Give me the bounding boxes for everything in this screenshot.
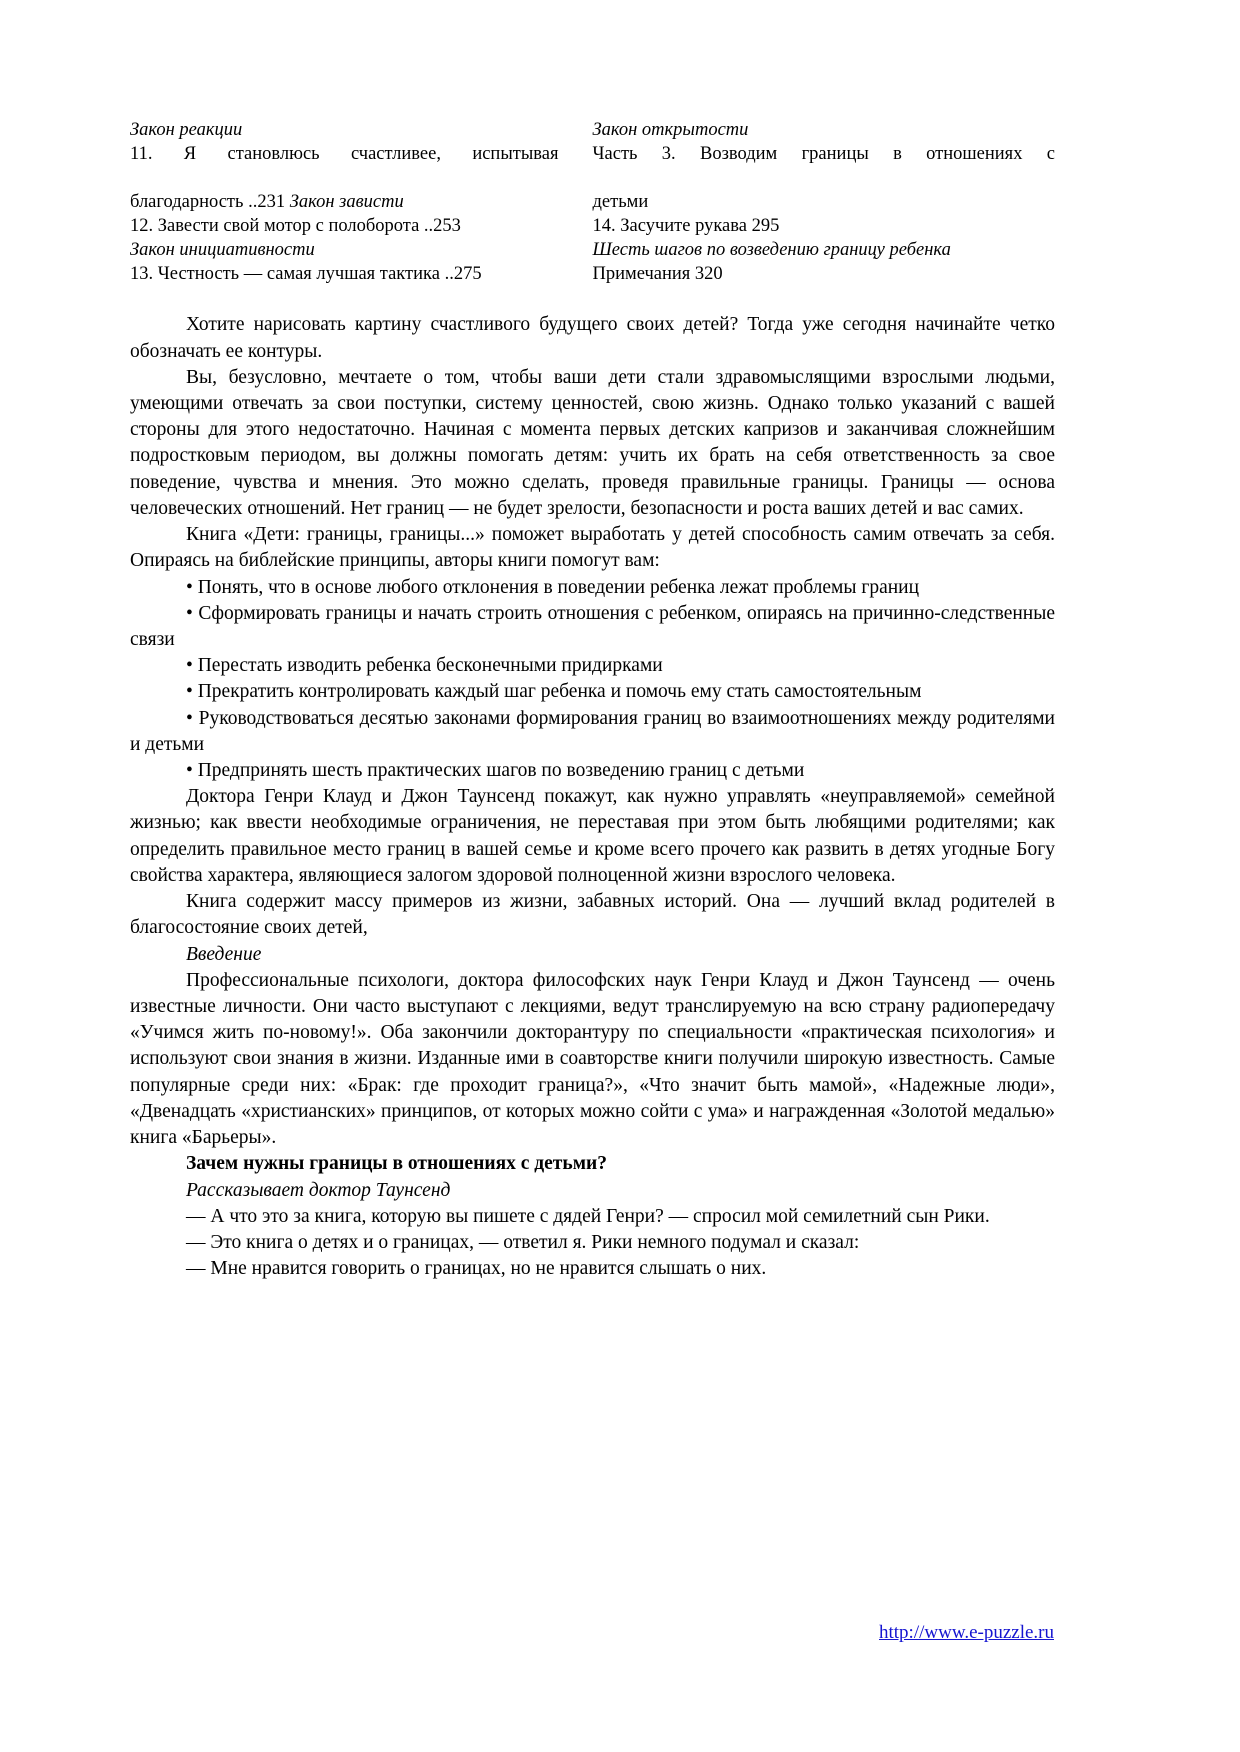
dialog-line: — Мне нравится говорить о границах, но не нравится слышать о них. (186, 1258, 767, 1280)
table-of-contents (130, 118, 1055, 286)
toc-left-column (130, 118, 593, 286)
toc-entry-law-initiative: Закон инициативности (130, 240, 315, 261)
document-body (130, 312, 1055, 1282)
dialog-line: — А что это за книга, которую вы пишете с дядей Генри? — спросил мой семилетний сын Рики. (186, 1205, 990, 1227)
list-item: • Сформировать границы и начать строить отношения с ребенком, опираясь на причинно-следственные связи (130, 602, 1055, 650)
paragraph-grown-children: Вы, безусловно, мечтаете о том, чтобы ваши дети стали здравомыслящими взрослыми людьми, умеющими отвечать за свои поступки, систему ценностей, свою жизнь. Однако только указаний с вашей стороны для этого недостаточно. Начиная с момента первых детских капризов и заканчивая сложнейшим подростковым периодом, вы должны помогать детям: учить их брать на себя ответственность за свое поведение, чувства и мнения. Это можно сделать, проведя правильные границы. Границы — основа человеческих отношений. Нет границ — не будет зрелости, безопасности и роста ваших детей и вас самих. (130, 366, 1055, 519)
list-item: • Руководствоваться десятью законами формирования границ во взаимоотношениях между родителями и детьми (130, 707, 1055, 755)
toc-entry-11-tail: благодарность ..231 (130, 192, 290, 213)
list-item: • Прекратить контролировать каждый шаг ребенка и помочь ему стать самостоятельным (186, 681, 922, 703)
list-item: • Предпринять шесть практических шагов по возведению границ с детьми (186, 760, 805, 782)
toc-entry-14: 14. Засучите рукава 295 (592, 216, 780, 237)
toc-right-column (593, 118, 1056, 286)
toc-entry-part3: Часть 3. Возводим границы в отношениях с (592, 144, 1055, 165)
paragraph-authors: Доктора Генри Клауд и Джон Таунсенд покажут, как нужно управлять «неуправляемой» семейной жизнью; как ввести необходимые ограничения, не переставая при этом быть любящими родителями; как определить правильное место границ в вашей семье и кроме всего прочего как развить в детях угодные Богу свойства характера, являющиеся залогом здоровой полноценной жизни взрослого человека. (130, 786, 1055, 886)
section-subheading: Рассказывает доктор Таунсенд (186, 1179, 451, 1201)
section-heading: Зачем нужны границы в отношениях с детьми? (186, 1153, 607, 1175)
paragraph-future-picture: Хотите нарисовать картину счастливого будущего своих детей? Тогда уже сегодня начинайте четко обозначать ее контуры. (130, 314, 1055, 362)
paragraph-book-contribution: Книга содержит массу примеров из жизни, забавных историй. Она — лучший вклад родителей в благосостояние своих детей, (130, 891, 1055, 939)
toc-entry-12: 12. Завести свой мотор с полоборота ..253 (130, 216, 461, 237)
dialog-line: — Это книга о детях и о границах, — ответил я. Рики немного подумал и сказал: (186, 1231, 860, 1253)
toc-entry-part3-cont: детьми (592, 192, 649, 213)
footer-website-link[interactable]: http://www.e-puzzle.ru (879, 1622, 1054, 1643)
toc-entry-11: 11. Я становлюсь счастливее, испытывая (130, 144, 559, 165)
toc-entry-13: 13. Честность — самая лучшая тактика ..275 (130, 264, 482, 285)
toc-entry-law-openness: Закон открытости (592, 120, 749, 140)
paragraph-intro: Профессиональные психологи, доктора философских наук Генри Клауд и Джон Таунсенд — очень известные личности. Они часто выступают с лекциями, ведут транслируемую на всю страну радиопередачу «Учимся жить по-новому!». Оба закончили докторантуру по специальности «практическая психология» и используют свои знания в жизни. Изданные ими в соавторстве книги получили широкую известность. Самые популярные среди них: «Брак: где проходит граница?», «Что значит быть мамой», «Надежные люди», «Двенадцать «христианских» принципов, от которых можно сойти с ума» и награжденная «Золотой медалью» книга «Барьеры». (130, 969, 1055, 1149)
toc-entry-notes: Примечания 320 (592, 264, 723, 285)
intro-heading: Введение (186, 943, 262, 965)
toc-entry-six-steps: Шесть шагов по возведению границу ребенка (592, 240, 951, 261)
toc-entry-law-envy: Закон зависти (289, 192, 404, 213)
toc-entry-law-reaction: Закон реакции (130, 120, 243, 140)
list-item: • Перестать изводить ребенка бесконечными придирками (186, 655, 663, 677)
list-item: • Понять, что в основе любого отклонения в поведении ребенка лежат проблемы границ (186, 576, 920, 598)
paragraph-book-intro: Книга «Дети: границы, границы...» поможет выработать у детей способность самим отвечать за себя. Опираясь на библейские принципы, авторы книги помогут вам: (130, 524, 1055, 572)
toc-entry-11-cont (130, 190, 559, 214)
